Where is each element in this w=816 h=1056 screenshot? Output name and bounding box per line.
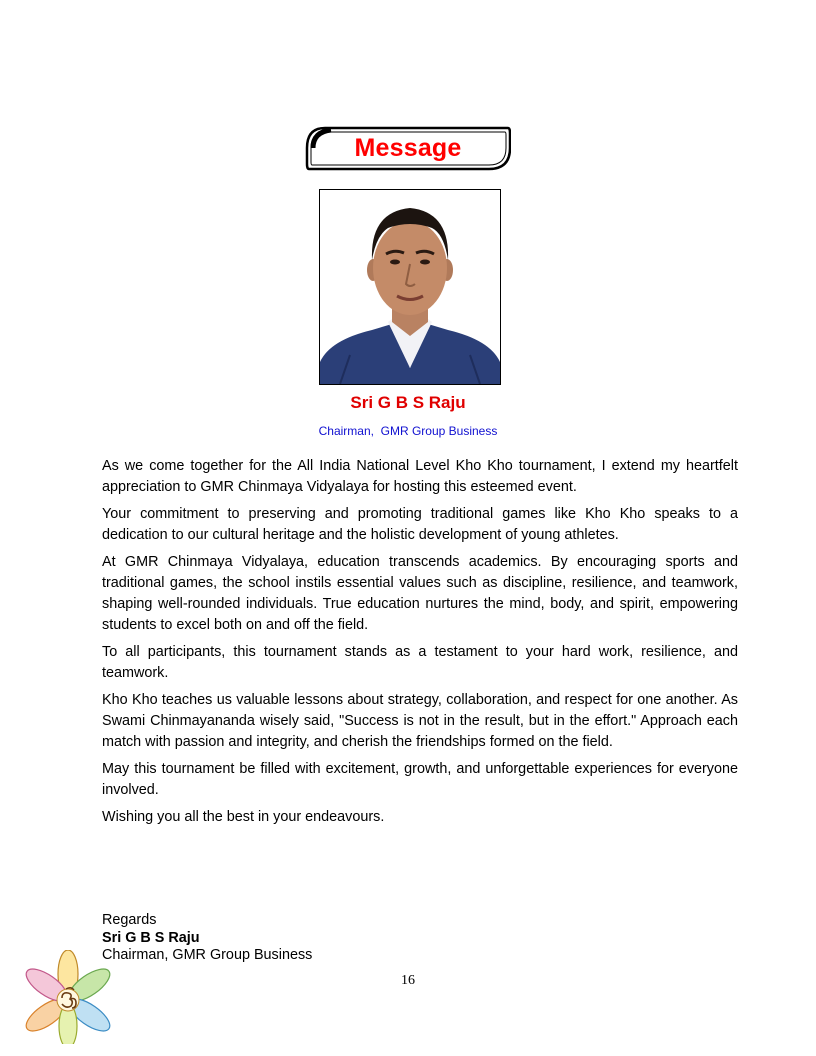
person-name: Sri G B S Raju [350, 393, 466, 412]
portrait-photo [319, 189, 501, 385]
paragraph: Your commitment to preserving and promoting traditional games like Kho Kho speaks to a dedication to our cultural heritage and the holistic development of young athletes. [102, 506, 738, 543]
signoff [102, 912, 502, 965]
person-role: Chairman, GMR Group Business [318, 424, 498, 438]
paragraph: May this tournament be filled with excitement, growth, and unforgettable experiences for everyone involved. [102, 761, 738, 798]
paragraph: Kho Kho teaches us valuable lessons about strategy, collaboration, and respect for one another. As Swami Chinmayananda wisely said, "Success is not in the result, but in the effort." Approach each match with passion and integrity, and cherish the friendships formed on the field. [102, 692, 738, 750]
paragraph: At GMR Chinmaya Vidyalaya, education transcends academics. By encouraging sports and traditional games, the school instils essential values such as discipline, resilience, and teamwork, shaping well-rounded individuals. True education nurtures the mind, body, and spirit, empowering students to excel both on and off the field. [102, 554, 738, 633]
signoff-title: Chairman, GMR Group Business [102, 947, 313, 963]
page-title: Message [354, 134, 462, 162]
om-lotus-logo-icon [16, 950, 120, 1044]
signoff-name: Sri G B S Raju [102, 929, 200, 946]
paragraph: Wishing you all the best in your endeavours. [102, 809, 385, 825]
message-banner [305, 126, 511, 171]
paragraph: To all participants, this tournament stands as a testament to your hard work, resilience, and teamwork. [102, 644, 738, 681]
signoff-greeting: Regards [102, 912, 157, 928]
message-body [102, 456, 738, 834]
paragraph: As we come together for the All India National Level Kho Kho tournament, I extend my heartfelt appreciation to GMR Chinmaya Vidyalaya for hosting this esteemed event. [102, 458, 738, 495]
page-number: 16 [401, 973, 415, 988]
